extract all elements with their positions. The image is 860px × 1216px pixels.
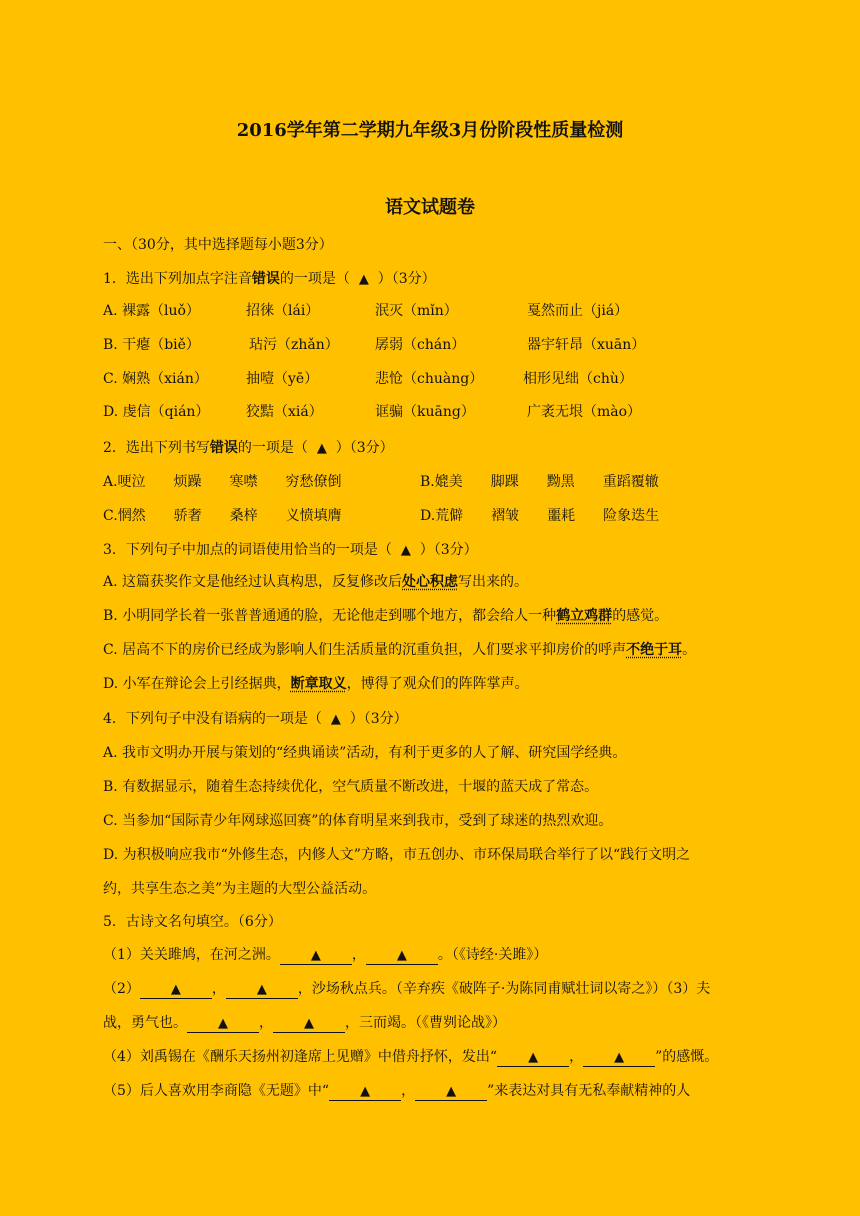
option-item: 相形见绌（chù） bbox=[523, 371, 633, 387]
triangle-mark: ▲ bbox=[218, 1016, 228, 1031]
fill-text: ，沙场秋点兵。（辛弃疾《破阵子·为陈同甫赋壮词以寄之》）（3）夫 bbox=[297, 981, 711, 997]
triangle-mark: ▲ bbox=[256, 982, 267, 997]
question-5-item-2 bbox=[103, 978, 710, 999]
option-item: 戛然而止（jiá） bbox=[527, 303, 629, 319]
answer-blank[interactable] bbox=[140, 981, 212, 999]
stem-text: 1．选出下列加点字注音 bbox=[103, 271, 252, 287]
question-5-item-5 bbox=[103, 1080, 690, 1101]
stem-text: 的一项是（ bbox=[279, 271, 350, 287]
stem-text: 4．下列句子中没有语病的一项是（ bbox=[103, 711, 322, 727]
option-text: D. 小军在辩论会上引经据典， bbox=[103, 676, 291, 692]
stem-text: ）（3分） bbox=[335, 440, 394, 456]
fill-text: （4）刘禹锡在《酬乐天扬州初逢席上见赠》中借舟抒怀，发出“ bbox=[103, 1049, 498, 1065]
stem-emphasis: 错误 bbox=[209, 440, 238, 456]
option-item: C.惘然 骄奢 桑梓 义愤填膺 bbox=[103, 508, 342, 524]
exam-subtitle: 语文试题卷 bbox=[385, 197, 475, 218]
triangle-mark: ▲ bbox=[330, 712, 341, 727]
question-5-item-3 bbox=[103, 1012, 506, 1033]
question-4-option-d-line2: 约，共享生态之美”为主题的大型公益活动。 bbox=[103, 881, 377, 897]
option-text: B. 小明同学长着一张普普通通的脸，无论他走到哪个地方，都会给人一种 bbox=[103, 608, 557, 624]
stem-text: ）（3分） bbox=[419, 542, 478, 558]
answer-blank[interactable] bbox=[226, 981, 298, 999]
option-text: C. 居高不下的房价已经成为影响人们生活质量的沉重负担，人们要求平抑房价的呼声 bbox=[103, 642, 627, 658]
triangle-mark: ▲ bbox=[358, 272, 369, 287]
dotted-word: 处心积虑 bbox=[402, 574, 459, 590]
exam-title: 2016学年第二学期九年级3月份阶段性质量检测 bbox=[236, 120, 624, 141]
option-item: B.媲美 脚踝 黝黑 重蹈覆辙 bbox=[420, 474, 659, 490]
option-item: 器宇轩昂（xuān） bbox=[527, 337, 646, 353]
triangle-mark: ▲ bbox=[360, 1084, 371, 1099]
stem-text: ）（3分） bbox=[377, 271, 436, 287]
option-item: A.哽泣 烦躁 寒噤 穷愁僚倒 bbox=[103, 474, 342, 490]
option-item: 孱弱（chán） bbox=[375, 337, 466, 353]
option-text: A. 这篇获奖作文是他经过认真构思，反复修改后 bbox=[103, 574, 403, 590]
option-item: C. 娴熟（xián） bbox=[103, 371, 208, 387]
answer-blank[interactable] bbox=[415, 1083, 487, 1101]
question-3-option-b bbox=[103, 605, 668, 625]
triangle-mark: ▲ bbox=[400, 543, 411, 558]
dotted-word: 断章取义 bbox=[290, 676, 347, 692]
triangle-mark: ▲ bbox=[310, 948, 321, 963]
option-item: 广袤无垠（mào） bbox=[527, 404, 642, 420]
fill-text: ， bbox=[401, 1083, 416, 1099]
option-item: D.荒僻 褶皱 噩耗 险象迭生 bbox=[420, 508, 660, 524]
stem-text: ）（3分） bbox=[349, 711, 408, 727]
option-item: 诓骗（kuāng） bbox=[375, 404, 475, 420]
option-item: 泯灭（mǐn） bbox=[375, 303, 458, 319]
fill-text: （1）关关雎鸠，在河之洲。 bbox=[103, 947, 280, 963]
answer-blank[interactable] bbox=[280, 947, 352, 965]
option-item: 玷污（zhǎn） bbox=[249, 337, 339, 353]
answer-blank[interactable] bbox=[366, 947, 438, 965]
option-item: B. 干瘪（biě） bbox=[103, 337, 200, 353]
fill-text: 战，勇气也。 bbox=[103, 1015, 187, 1031]
triangle-mark: ▲ bbox=[614, 1050, 625, 1065]
option-text: ，博得了观众们的阵阵掌声。 bbox=[346, 676, 529, 692]
answer-blank[interactable] bbox=[583, 1049, 655, 1067]
question-3-option-d bbox=[103, 673, 529, 693]
triangle-mark: ▲ bbox=[304, 1016, 314, 1031]
option-item: 抽噎（yē） bbox=[246, 371, 319, 387]
triangle-mark: ▲ bbox=[170, 982, 181, 997]
dotted-word: 鹤立鸡群 bbox=[556, 608, 613, 624]
answer-blank[interactable] bbox=[497, 1049, 569, 1067]
option-item: 狡黠（xiá） bbox=[246, 404, 323, 420]
fill-text: ， bbox=[351, 947, 366, 963]
triangle-mark: ▲ bbox=[528, 1050, 539, 1065]
triangle-mark: ▲ bbox=[396, 948, 407, 963]
question-3-option-c bbox=[103, 639, 696, 659]
fill-text: （5）后人喜欢用李商隐《无题》中“ bbox=[103, 1083, 330, 1099]
fill-text: ”来表达对具有无私奉献精神的人 bbox=[487, 1083, 691, 1099]
question-4-stem bbox=[103, 708, 408, 728]
option-item: A. 裸露（luǒ） bbox=[103, 303, 200, 319]
option-text: 写出来的。 bbox=[458, 574, 529, 590]
question-3-stem bbox=[103, 539, 478, 559]
fill-text: ， bbox=[259, 1015, 273, 1031]
triangle-mark: ▲ bbox=[446, 1084, 457, 1099]
stem-text: 2．选出下列书写 bbox=[103, 440, 210, 456]
question-4-option-d-line1: D. 为积极响应我市“外修生态，内修人文”方略，市五创办、市环保局联合举行了以“践行文明之 bbox=[103, 847, 691, 863]
fill-text: ”的感慨。 bbox=[655, 1049, 719, 1065]
question-5-item-4 bbox=[103, 1046, 718, 1067]
question-4-option-b: B. 有数据显示，随着生态持续优化，空气质量不断改进，十堰的蓝天成了常态。 bbox=[103, 779, 599, 795]
stem-emphasis: 错误 bbox=[251, 271, 280, 287]
question-1-stem bbox=[103, 268, 436, 288]
option-item: 招徕（lái） bbox=[246, 303, 320, 319]
fill-text: 。（《诗经·关雎》） bbox=[437, 947, 548, 963]
fill-text: ， bbox=[569, 1049, 584, 1065]
section-heading: 一、（30分，其中选择题每小题3分） bbox=[103, 237, 333, 253]
question-4-option-c: C. 当参加“国际青少年网球巡回赛”的体育明星来到我市，受到了球迷的热烈欢迎。 bbox=[103, 813, 613, 829]
answer-blank[interactable] bbox=[329, 1083, 401, 1101]
option-item: 悲怆（chuàng） bbox=[375, 371, 484, 387]
fill-text: ，三而竭。（《曹刿论战》） bbox=[345, 1015, 506, 1031]
stem-text: 3．下列句子中加点的词语使用恰当的一项是（ bbox=[103, 542, 392, 558]
fill-text: （2） bbox=[103, 981, 140, 997]
triangle-mark: ▲ bbox=[316, 441, 327, 456]
answer-blank[interactable] bbox=[273, 1015, 345, 1033]
question-3-option-a bbox=[103, 571, 528, 591]
question-5-stem: 5．古诗文名句填空。（6分） bbox=[103, 914, 282, 930]
dotted-word: 不绝于耳 bbox=[626, 642, 683, 658]
option-text: 。 bbox=[682, 642, 697, 658]
question-4-option-a: A. 我市文明办开展与策划的“经典诵读”活动，有利于更多的人了解、研究国学经典。 bbox=[103, 745, 627, 761]
question-2-stem bbox=[103, 437, 394, 457]
fill-text: ， bbox=[211, 981, 226, 997]
option-text: 的感觉。 bbox=[612, 608, 669, 624]
option-item: D. 虔信（qián） bbox=[103, 404, 210, 420]
question-5-item-1 bbox=[103, 944, 547, 965]
answer-blank[interactable] bbox=[187, 1015, 259, 1033]
stem-text: 的一项是（ bbox=[237, 440, 308, 456]
